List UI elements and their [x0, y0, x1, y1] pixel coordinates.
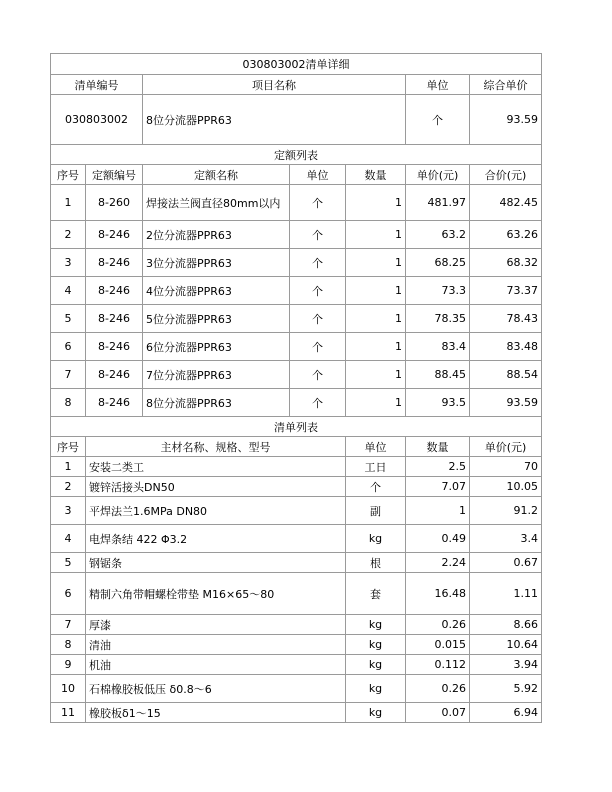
- material-qty: 0.49: [406, 525, 470, 553]
- quota-seq-header: 序号: [51, 165, 86, 185]
- material-row: [51, 703, 542, 723]
- material-unit: 个: [346, 477, 406, 497]
- detail-table-body: [51, 54, 542, 723]
- material-qty: 1: [406, 497, 470, 525]
- quota-row: [51, 305, 542, 333]
- material-unit: kg: [346, 525, 406, 553]
- material-seq: 4: [51, 525, 86, 553]
- list-name-header: 项目名称: [143, 75, 406, 95]
- quota-total: 73.37: [470, 277, 542, 305]
- material-unit: 根: [346, 553, 406, 573]
- quota-name: 焊接法兰阀直径80mm以内: [143, 185, 290, 221]
- material-unit-price: 70: [470, 457, 542, 477]
- quota-name-header: 定额名称: [143, 165, 290, 185]
- material-unit: kg: [346, 615, 406, 635]
- quota-seq: 3: [51, 249, 86, 277]
- quota-total: 78.43: [470, 305, 542, 333]
- material-seq: 8: [51, 635, 86, 655]
- quota-total: 68.32: [470, 249, 542, 277]
- quota-qty: 1: [346, 305, 406, 333]
- material-name: 精制六角带帽螺栓带垫 M16×65～80: [86, 573, 346, 615]
- quota-name: 4位分流器PPR63: [143, 277, 290, 305]
- material-unit: 副: [346, 497, 406, 525]
- material-unit-price: 8.66: [470, 615, 542, 635]
- quota-unit: 个: [290, 185, 346, 221]
- list-item-unit: 个: [406, 95, 470, 145]
- quota-code: 8-246: [86, 389, 143, 417]
- material-unit: kg: [346, 655, 406, 675]
- material-qty: 0.07: [406, 703, 470, 723]
- quota-unit: 个: [290, 361, 346, 389]
- quota-qty: 1: [346, 277, 406, 305]
- quota-total: 83.48: [470, 333, 542, 361]
- quota-seq: 8: [51, 389, 86, 417]
- material-qty: 2.5: [406, 457, 470, 477]
- quota-unit: 个: [290, 221, 346, 249]
- material-unit: 工日: [346, 457, 406, 477]
- material-seq: 10: [51, 675, 86, 703]
- material-row: [51, 477, 542, 497]
- quota-unit: 个: [290, 305, 346, 333]
- quota-code-header: 定额编号: [86, 165, 143, 185]
- material-unit-header: 单位: [346, 437, 406, 457]
- material-unit: kg: [346, 675, 406, 703]
- material-qty: 0.26: [406, 615, 470, 635]
- quota-qty: 1: [346, 361, 406, 389]
- quota-total: 88.54: [470, 361, 542, 389]
- quota-row: [51, 277, 542, 305]
- material-qty: 0.015: [406, 635, 470, 655]
- list-unit-header: 单位: [406, 75, 470, 95]
- quota-total: 482.45: [470, 185, 542, 221]
- quota-unit-price: 83.4: [406, 333, 470, 361]
- material-header-row: [51, 437, 542, 457]
- material-seq-header: 序号: [51, 437, 86, 457]
- quota-total: 93.59: [470, 389, 542, 417]
- quota-qty: 1: [346, 185, 406, 221]
- material-seq: 5: [51, 553, 86, 573]
- material-qty-header: 数量: [406, 437, 470, 457]
- material-name: 橡胶板δ1～15: [86, 703, 346, 723]
- material-row: [51, 573, 542, 615]
- material-row: [51, 655, 542, 675]
- material-qty: 0.26: [406, 675, 470, 703]
- quota-unit-price: 78.35: [406, 305, 470, 333]
- quota-unit: 个: [290, 249, 346, 277]
- material-qty: 0.112: [406, 655, 470, 675]
- material-unit-price: 5.92: [470, 675, 542, 703]
- quota-seq: 6: [51, 333, 86, 361]
- quota-name: 5位分流器PPR63: [143, 305, 290, 333]
- material-seq: 9: [51, 655, 86, 675]
- material-seq: 1: [51, 457, 86, 477]
- material-row: [51, 553, 542, 573]
- material-unit: kg: [346, 635, 406, 655]
- list-item-row: [51, 95, 542, 145]
- quota-name: 8位分流器PPR63: [143, 389, 290, 417]
- material-unit-price: 3.94: [470, 655, 542, 675]
- quota-seq: 7: [51, 361, 86, 389]
- quota-code: 8-246: [86, 277, 143, 305]
- material-unit: kg: [346, 703, 406, 723]
- material-row: [51, 635, 542, 655]
- quota-seq: 1: [51, 185, 86, 221]
- material-section-row: [51, 417, 542, 437]
- material-seq: 3: [51, 497, 86, 525]
- quota-code: 8-246: [86, 249, 143, 277]
- quota-unit-price: 88.45: [406, 361, 470, 389]
- quota-qty: 1: [346, 249, 406, 277]
- quota-seq: 4: [51, 277, 86, 305]
- quota-code: 8-246: [86, 305, 143, 333]
- material-row: [51, 497, 542, 525]
- quota-unit-price: 73.3: [406, 277, 470, 305]
- quota-unit: 个: [290, 389, 346, 417]
- material-name: 电焊条结 422 Φ3.2: [86, 525, 346, 553]
- material-unit-price: 10.05: [470, 477, 542, 497]
- material-name: 石棉橡胶板低压 δ0.8～6: [86, 675, 346, 703]
- quota-section-title: 定额列表: [51, 145, 542, 165]
- material-unit-price: 3.4: [470, 525, 542, 553]
- material-qty: 7.07: [406, 477, 470, 497]
- material-name: 厚漆: [86, 615, 346, 635]
- quota-code: 8-246: [86, 221, 143, 249]
- quota-unit-price: 63.2: [406, 221, 470, 249]
- material-name: 镀锌活接头DN50: [86, 477, 346, 497]
- material-row: [51, 615, 542, 635]
- quota-code: 8-260: [86, 185, 143, 221]
- quota-seq: 5: [51, 305, 86, 333]
- title-row: [51, 54, 542, 75]
- list-header-row: [51, 75, 542, 95]
- quota-code: 8-246: [86, 333, 143, 361]
- quota-row: [51, 361, 542, 389]
- quota-qty: 1: [346, 333, 406, 361]
- material-name: 机油: [86, 655, 346, 675]
- quota-row: [51, 389, 542, 417]
- quota-total: 63.26: [470, 221, 542, 249]
- material-row: [51, 457, 542, 477]
- quota-row: [51, 221, 542, 249]
- material-name-header: 主材名称、规格、型号: [86, 437, 346, 457]
- quota-unit: 个: [290, 277, 346, 305]
- material-unit-price-header: 单价(元): [470, 437, 542, 457]
- material-name: 平焊法兰1.6MPa DN80: [86, 497, 346, 525]
- list-code-header: 清单编号: [51, 75, 143, 95]
- material-name: 安装二类工: [86, 457, 346, 477]
- material-unit: 套: [346, 573, 406, 615]
- detail-table: [50, 53, 542, 723]
- material-row: [51, 525, 542, 553]
- quota-section-row: [51, 145, 542, 165]
- quota-row: [51, 185, 542, 221]
- material-name: 钢锯条: [86, 553, 346, 573]
- quota-name: 3位分流器PPR63: [143, 249, 290, 277]
- list-item-price: 93.59: [470, 95, 542, 145]
- material-seq: 2: [51, 477, 86, 497]
- quota-row: [51, 333, 542, 361]
- material-row: [51, 675, 542, 703]
- quota-code: 8-246: [86, 361, 143, 389]
- material-seq: 6: [51, 573, 86, 615]
- material-unit-price: 6.94: [470, 703, 542, 723]
- quota-unit-price: 481.97: [406, 185, 470, 221]
- quota-header-row: [51, 165, 542, 185]
- material-section-title: 清单列表: [51, 417, 542, 437]
- page-title: 030803002清单详细: [51, 54, 542, 75]
- quota-seq: 2: [51, 221, 86, 249]
- quota-row: [51, 249, 542, 277]
- quota-qty: 1: [346, 389, 406, 417]
- material-name: 清油: [86, 635, 346, 655]
- quota-unit-price: 93.5: [406, 389, 470, 417]
- quota-name: 7位分流器PPR63: [143, 361, 290, 389]
- quota-unit-price: 68.25: [406, 249, 470, 277]
- quota-unit-price-header: 单价(元): [406, 165, 470, 185]
- material-qty: 16.48: [406, 573, 470, 615]
- list-item-name: 8位分流器PPR63: [143, 95, 406, 145]
- quota-unit-header: 单位: [290, 165, 346, 185]
- material-unit-price: 10.64: [470, 635, 542, 655]
- material-unit-price: 0.67: [470, 553, 542, 573]
- quota-qty: 1: [346, 221, 406, 249]
- quota-qty-header: 数量: [346, 165, 406, 185]
- material-seq: 7: [51, 615, 86, 635]
- quota-total-header: 合价(元): [470, 165, 542, 185]
- quota-name: 6位分流器PPR63: [143, 333, 290, 361]
- quota-unit: 个: [290, 333, 346, 361]
- quota-name: 2位分流器PPR63: [143, 221, 290, 249]
- material-qty: 2.24: [406, 553, 470, 573]
- list-price-header: 综合单价: [470, 75, 542, 95]
- material-unit-price: 1.11: [470, 573, 542, 615]
- material-unit-price: 91.2: [470, 497, 542, 525]
- material-seq: 11: [51, 703, 86, 723]
- list-item-code: 030803002: [51, 95, 143, 145]
